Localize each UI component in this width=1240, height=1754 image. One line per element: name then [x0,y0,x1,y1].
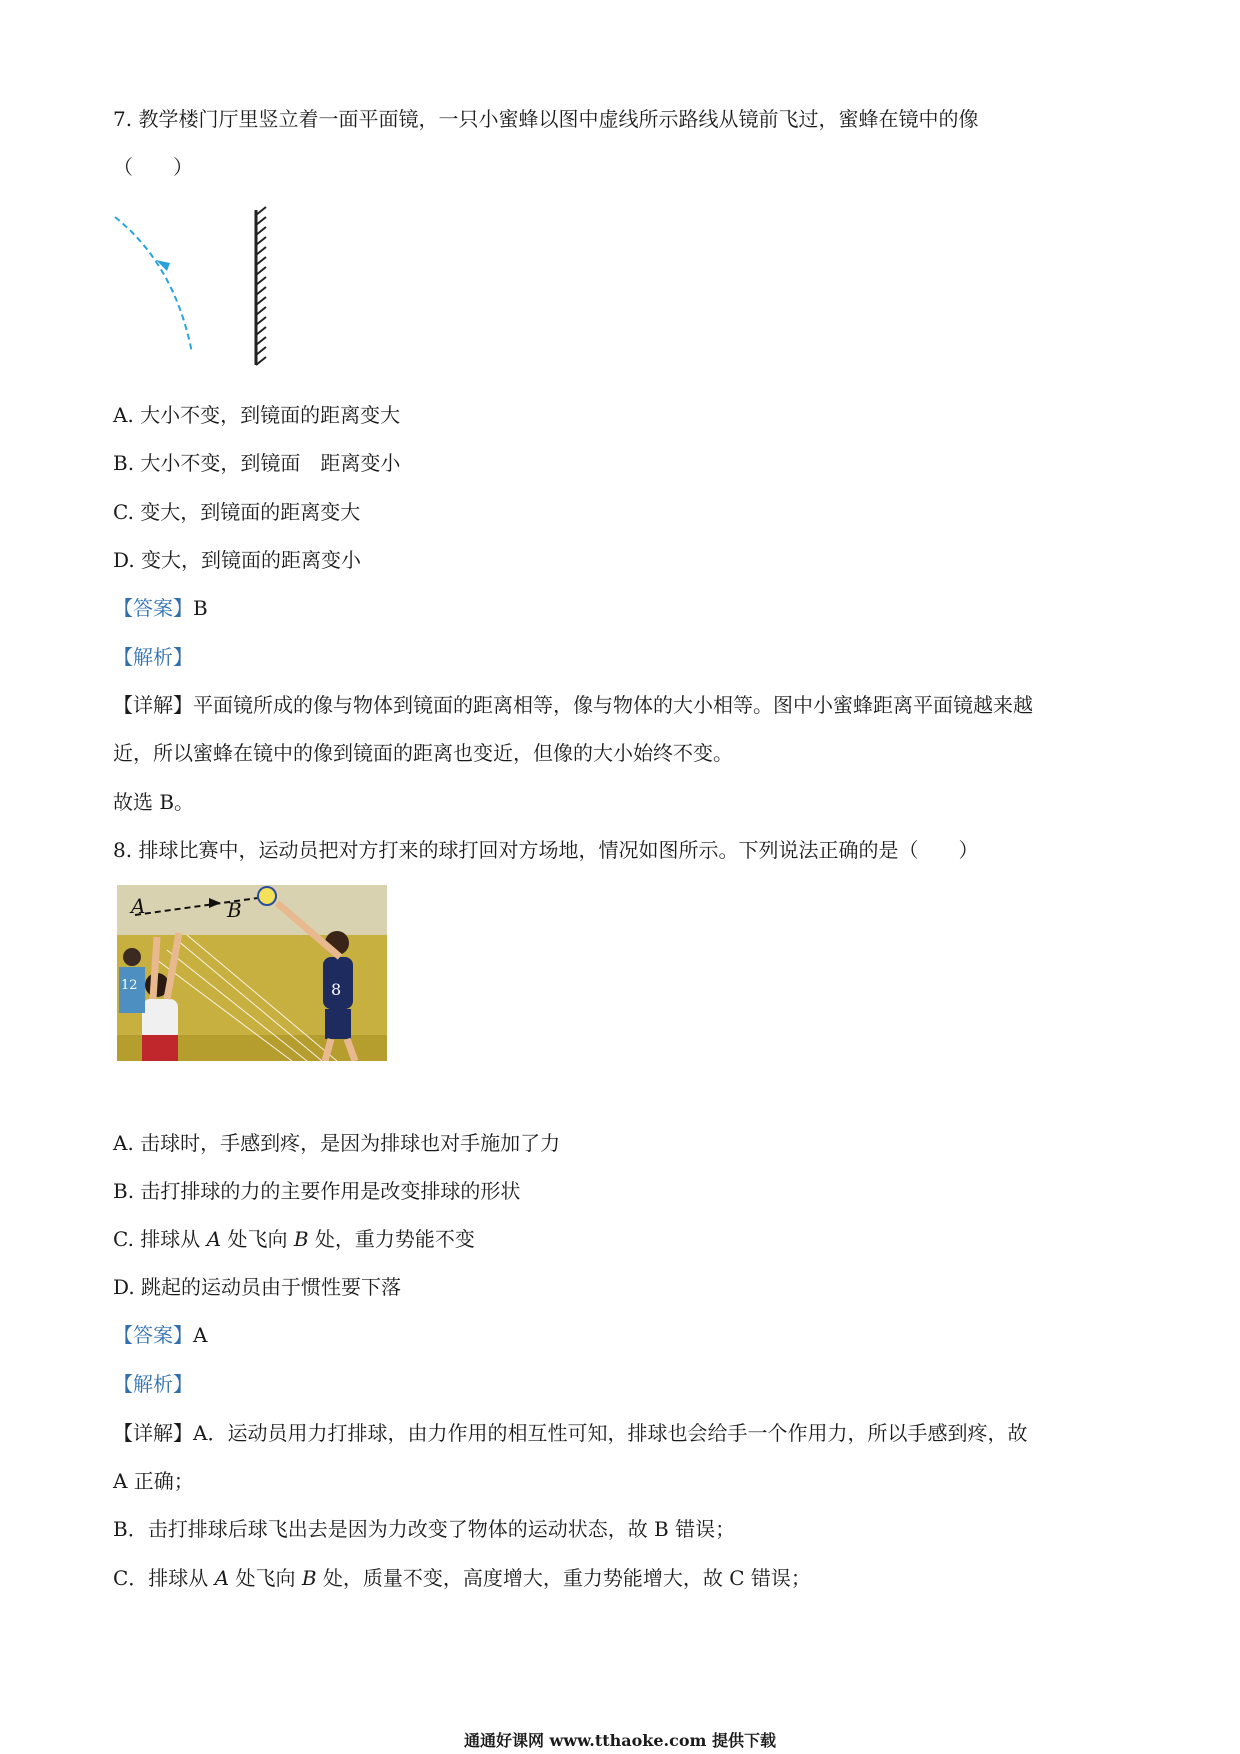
q8-option-a: A. 击球时，手感到疼，是因为排球也对手施加了力 [113,1131,561,1155]
detail-4-post: 处，质量不变，高度增大，重力势能增大，故 C 错误； [316,1566,811,1590]
label-b: B [227,898,242,922]
analysis-label: 【解析】 [113,645,193,669]
q7-option-d: D. 变大，到镜面的距离变小 [113,548,362,572]
q8-answer [113,1322,207,1348]
q8-detail-1 [113,1420,1027,1446]
label-a: A [131,894,146,918]
detail-4-pre: C．排球从 [113,1566,215,1590]
volleyball-photo [117,885,387,1061]
option-c-pre: C. 排球从 [113,1227,207,1251]
answer-value: B [193,596,208,620]
q7-answer [113,595,208,621]
q7-paren: （ ） [113,155,193,179]
q7-option-a: A. 大小不变，到镜面的距离变大 [113,403,401,427]
q8-stem: 8. 排球比赛中，运动员把对方打来的球打回对方场地，情况如图所示。下列说法正确的是（ ） [113,838,979,862]
svg-text:12: 12 [121,978,138,993]
ball [258,887,276,905]
q7-detail-1 [113,692,1033,718]
option-c-post: 处，重力势能不变 [308,1227,475,1251]
bee-path [115,217,192,353]
option-c-mid: 处飞向 [221,1227,294,1251]
q7-analysis [113,644,193,670]
q8-detail-2: A 正确； [113,1469,194,1493]
answer-label: 【答案】 [113,1323,193,1347]
analysis-label: 【解析】 [113,1372,193,1396]
point-b: B [301,1566,317,1590]
q8-analysis [113,1371,193,1397]
q7-option-c: C. 变大，到镜面的距离变大 [113,500,361,524]
q8-option-d: D. 跳起的运动员由于惯性要下落 [113,1275,402,1299]
q7-option-b: B. 大小不变，到镜面 距离变小 [113,451,401,475]
q8-detail-3: B．击打排球后球飞出去是因为力改变了物体的运动状态，故 B 错误； [113,1517,736,1541]
detail-text: A．运动员用力打排球，由力作用的相互性可知，排球也会给手一个作用力，所以手感到疼，故 [193,1421,1028,1445]
q8-detail-4 [113,1565,811,1591]
detail-label: 【详解】 [113,1421,193,1445]
answer-label: 【答案】 [113,596,193,620]
point-a: A [206,1227,222,1251]
q7-stem: 7. 教学楼门厅里竖立着一面平面镜，一只小蜜蜂以图中虚线所示路线从镜前飞过，蜜蜂在镜中的像 [113,107,979,131]
q7-conclusion: 故选 B。 [113,790,195,814]
point-a: A [214,1566,230,1590]
q8-option-b: B. 击打排球的力的主要作用是改变排球的形状 [113,1179,521,1203]
page-footer: 通通好课网 www.tthaoke.com 提供下载 [463,1731,777,1750]
q7-detail-2: 近，所以蜜蜂在镜中的像到镜面的距离也变近，但像的大小始终不变。 [113,741,733,765]
detail-4-mid: 处飞向 [229,1566,302,1590]
mirror-bee-figure [110,205,270,370]
point-b: B [293,1227,309,1251]
answer-value: A [193,1323,208,1347]
detail-text: 平面镜所成的像与物体到镜面的距离相等，像与物体的大小相等。图中小蜜蜂距离平面镜越来越 [193,693,1033,717]
detail-label: 【详解】 [113,693,193,717]
q8-option-c [113,1226,475,1252]
svg-text:8: 8 [331,980,342,999]
